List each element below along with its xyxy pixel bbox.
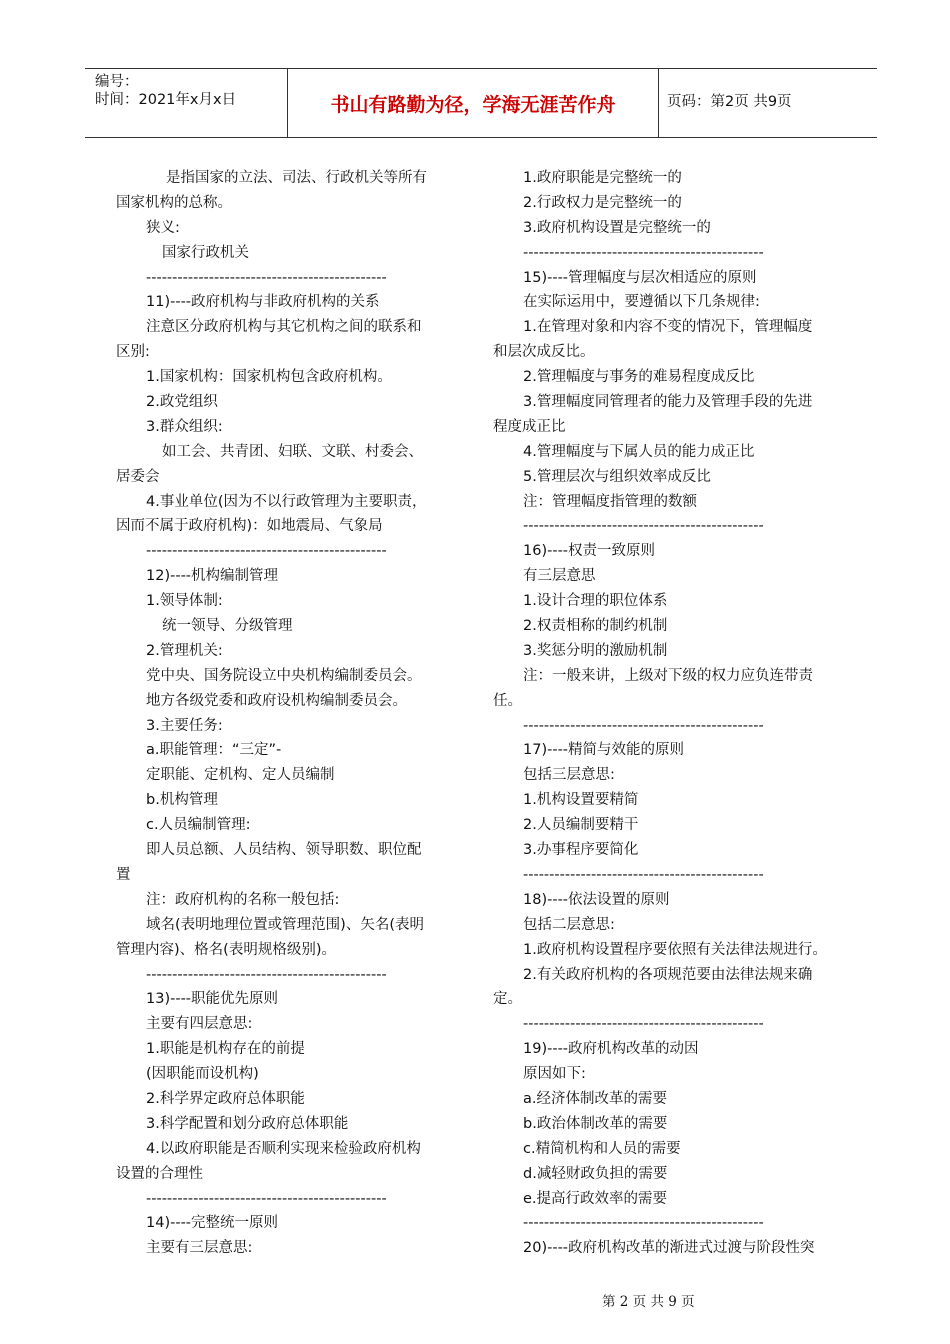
text-line: 主要有四层意思: xyxy=(146,1016,253,1033)
text-line: 国家机构的总称。 xyxy=(116,194,232,211)
text-line: 和层次成反比。 xyxy=(493,344,595,361)
text-line: 3.奖惩分明的激励机制 xyxy=(523,642,668,659)
document-time: 时间：2021年x月x日 xyxy=(95,92,237,108)
text-line: 2.科学界定政府总体职能 xyxy=(146,1090,305,1107)
text-line: 3.群众组织: xyxy=(146,418,223,435)
text-line: 4.管理幅度与下属人员的能力成正比 xyxy=(523,443,755,460)
text-line: 因而不属于政府机构)：如地震局、气象局 xyxy=(116,518,383,535)
section-divider: ---------------------------------------------- xyxy=(523,1016,764,1033)
left-text-column xyxy=(116,166,456,1261)
text-line: 3.政府机构设置是完整统一的 xyxy=(523,219,711,236)
section-divider: ---------------------------------------------- xyxy=(146,269,387,286)
text-line: c.人员编制管理: xyxy=(146,817,251,834)
text-line: 3.科学配置和划分政府总体职能 xyxy=(146,1115,349,1132)
text-line: 3.主要任务: xyxy=(146,717,223,734)
section-divider: ---------------------------------------------- xyxy=(523,1215,764,1232)
text-line: 1.国家机构：国家机构包含政府机构。 xyxy=(146,369,392,386)
text-line: 包括三层意思: xyxy=(523,767,615,784)
text-line: 3.管理幅度同管理者的能力及管理手段的先进 xyxy=(523,394,813,411)
header-page-cell xyxy=(659,69,877,137)
document-number: 编号： xyxy=(95,74,139,90)
text-line: 18)----依法设置的原则 xyxy=(523,891,670,908)
right-text-column xyxy=(493,166,851,1261)
text-line: 党中央、国务院设立中央机构编制委员会。 xyxy=(146,667,422,684)
text-line: 1.职能是机构存在的前提 xyxy=(146,1041,305,1058)
text-line: 19)----政府机构改革的动因 xyxy=(523,1041,699,1058)
section-divider: ---------------------------------------------- xyxy=(523,866,764,883)
text-line: 统一领导、分级管理 xyxy=(162,618,293,635)
section-divider: ---------------------------------------------- xyxy=(146,543,387,560)
text-line: 4.事业单位(因为不以行政管理为主要职责， xyxy=(146,493,427,510)
text-line: 2.人员编制要精干 xyxy=(523,817,639,834)
text-line: 是指国家的立法、司法、行政机关等所有 xyxy=(166,170,427,186)
text-line: 置 xyxy=(116,866,131,883)
text-line: 17)----精简与效能的原则 xyxy=(523,742,685,759)
text-line: 地方各级党委和政府设机构编制委员会。 xyxy=(146,692,407,709)
text-line: 2.权责相称的制约机制 xyxy=(523,618,668,635)
text-line: 2.管理机关: xyxy=(146,642,223,659)
text-line: 5.管理层次与组织效率成反比 xyxy=(523,468,711,485)
text-line: 3.办事程序要简化 xyxy=(523,842,639,859)
text-line: 有三层意思 xyxy=(523,568,596,585)
header-slogan: 书山有路勤为径，学海无涯苦作舟 xyxy=(330,94,616,116)
text-line: 设置的合理性 xyxy=(116,1165,203,1182)
text-line: 4.以政府职能是否顺利实现来检验政府机构 xyxy=(146,1140,421,1157)
text-line: 程度成正比 xyxy=(493,418,566,435)
text-line: e.提高行政效率的需要 xyxy=(523,1190,668,1207)
text-line: (因职能而设机构) xyxy=(146,1066,259,1083)
text-line: 注：管理幅度指管理的数额 xyxy=(523,493,697,510)
text-line: 包括二层意思: xyxy=(523,916,615,933)
text-line: 如工会、共青团、妇联、文联、村委会、 xyxy=(162,443,423,460)
text-line: 16)----权责一致原则 xyxy=(523,543,656,560)
text-line: 1.在管理对象和内容不变的情况下，管理幅度 xyxy=(523,319,813,336)
header-meta xyxy=(85,69,288,137)
text-line: 居委会 xyxy=(116,468,160,485)
text-line: 1.设计合理的职位体系 xyxy=(523,593,668,610)
text-line: 1.政府机构设置程序要依照有关法律法规进行。 xyxy=(523,941,827,958)
text-line: 20)----政府机构改革的渐进式过渡与阶段性突 xyxy=(523,1240,815,1257)
text-line: 在实际运用中，要遵循以下几条规律: xyxy=(523,294,760,311)
section-divider: ---------------------------------------------- xyxy=(146,1190,387,1207)
text-line: 注：政府机构的名称一般包括: xyxy=(146,891,340,908)
text-line: 2.行政权力是完整统一的 xyxy=(523,194,682,211)
text-line: 原因如下: xyxy=(523,1066,586,1083)
section-divider: ---------------------------------------------- xyxy=(146,966,387,983)
text-line: 定职能、定机构、定人员编制 xyxy=(146,767,335,784)
section-divider: ---------------------------------------------- xyxy=(523,717,764,734)
text-line: 狭义: xyxy=(146,219,180,236)
text-line: 国家行政机关 xyxy=(162,244,249,261)
text-line: 15)----管理幅度与层次相适应的原则 xyxy=(523,269,757,286)
text-line: 12)----机构编制管理 xyxy=(146,568,279,585)
header-slogan-cell xyxy=(288,69,659,137)
page-footer: 第 2 页 共 9 页 xyxy=(602,1294,695,1310)
text-line: a.职能管理：“三定”- xyxy=(146,742,282,759)
text-line: b.机构管理 xyxy=(146,792,218,809)
text-line: 1.机构设置要精简 xyxy=(523,792,639,809)
text-line: 注意区分政府机构与其它机构之间的联系和 xyxy=(146,319,422,336)
text-line: 管理内容)、格名(表明规格级别)。 xyxy=(116,941,336,958)
header-page-info: 页码：第2页 共9页 xyxy=(667,94,792,110)
text-line: 2.有关政府机构的各项规范要由法律法规来确 xyxy=(523,966,813,983)
text-line: 1.政府职能是完整统一的 xyxy=(523,170,682,186)
page-header xyxy=(85,68,877,138)
section-divider: ---------------------------------------------- xyxy=(523,518,764,535)
text-line: 13)----职能优先原则 xyxy=(146,991,279,1008)
text-line: 域名(表明地理位置或管理范围)、矢名(表明 xyxy=(146,916,424,933)
text-line: d.减轻财政负担的需要 xyxy=(523,1165,668,1182)
text-line: 1.领导体制: xyxy=(146,593,223,610)
text-line: 任。 xyxy=(493,692,522,709)
text-line: 定。 xyxy=(493,991,522,1008)
section-divider: ---------------------------------------------- xyxy=(523,244,764,261)
text-line: 2.政党组织 xyxy=(146,394,218,411)
text-line: 14)----完整统一原则 xyxy=(146,1215,279,1232)
text-line: 区别: xyxy=(116,344,150,361)
text-line: b.政治体制改革的需要 xyxy=(523,1115,668,1132)
text-line: 即人员总额、人员结构、领导职数、职位配 xyxy=(146,842,422,859)
text-line: 11)----政府机构与非政府机构的关系 xyxy=(146,294,380,311)
text-line: 注：一般来讲，上级对下级的权力应负连带责 xyxy=(523,667,813,684)
text-line: 主要有三层意思: xyxy=(146,1240,253,1257)
text-line: c.精简机构和人员的需要 xyxy=(523,1140,681,1157)
text-line: 2.管理幅度与事务的难易程度成反比 xyxy=(523,369,755,386)
text-line: a.经济体制改革的需要 xyxy=(523,1090,667,1107)
